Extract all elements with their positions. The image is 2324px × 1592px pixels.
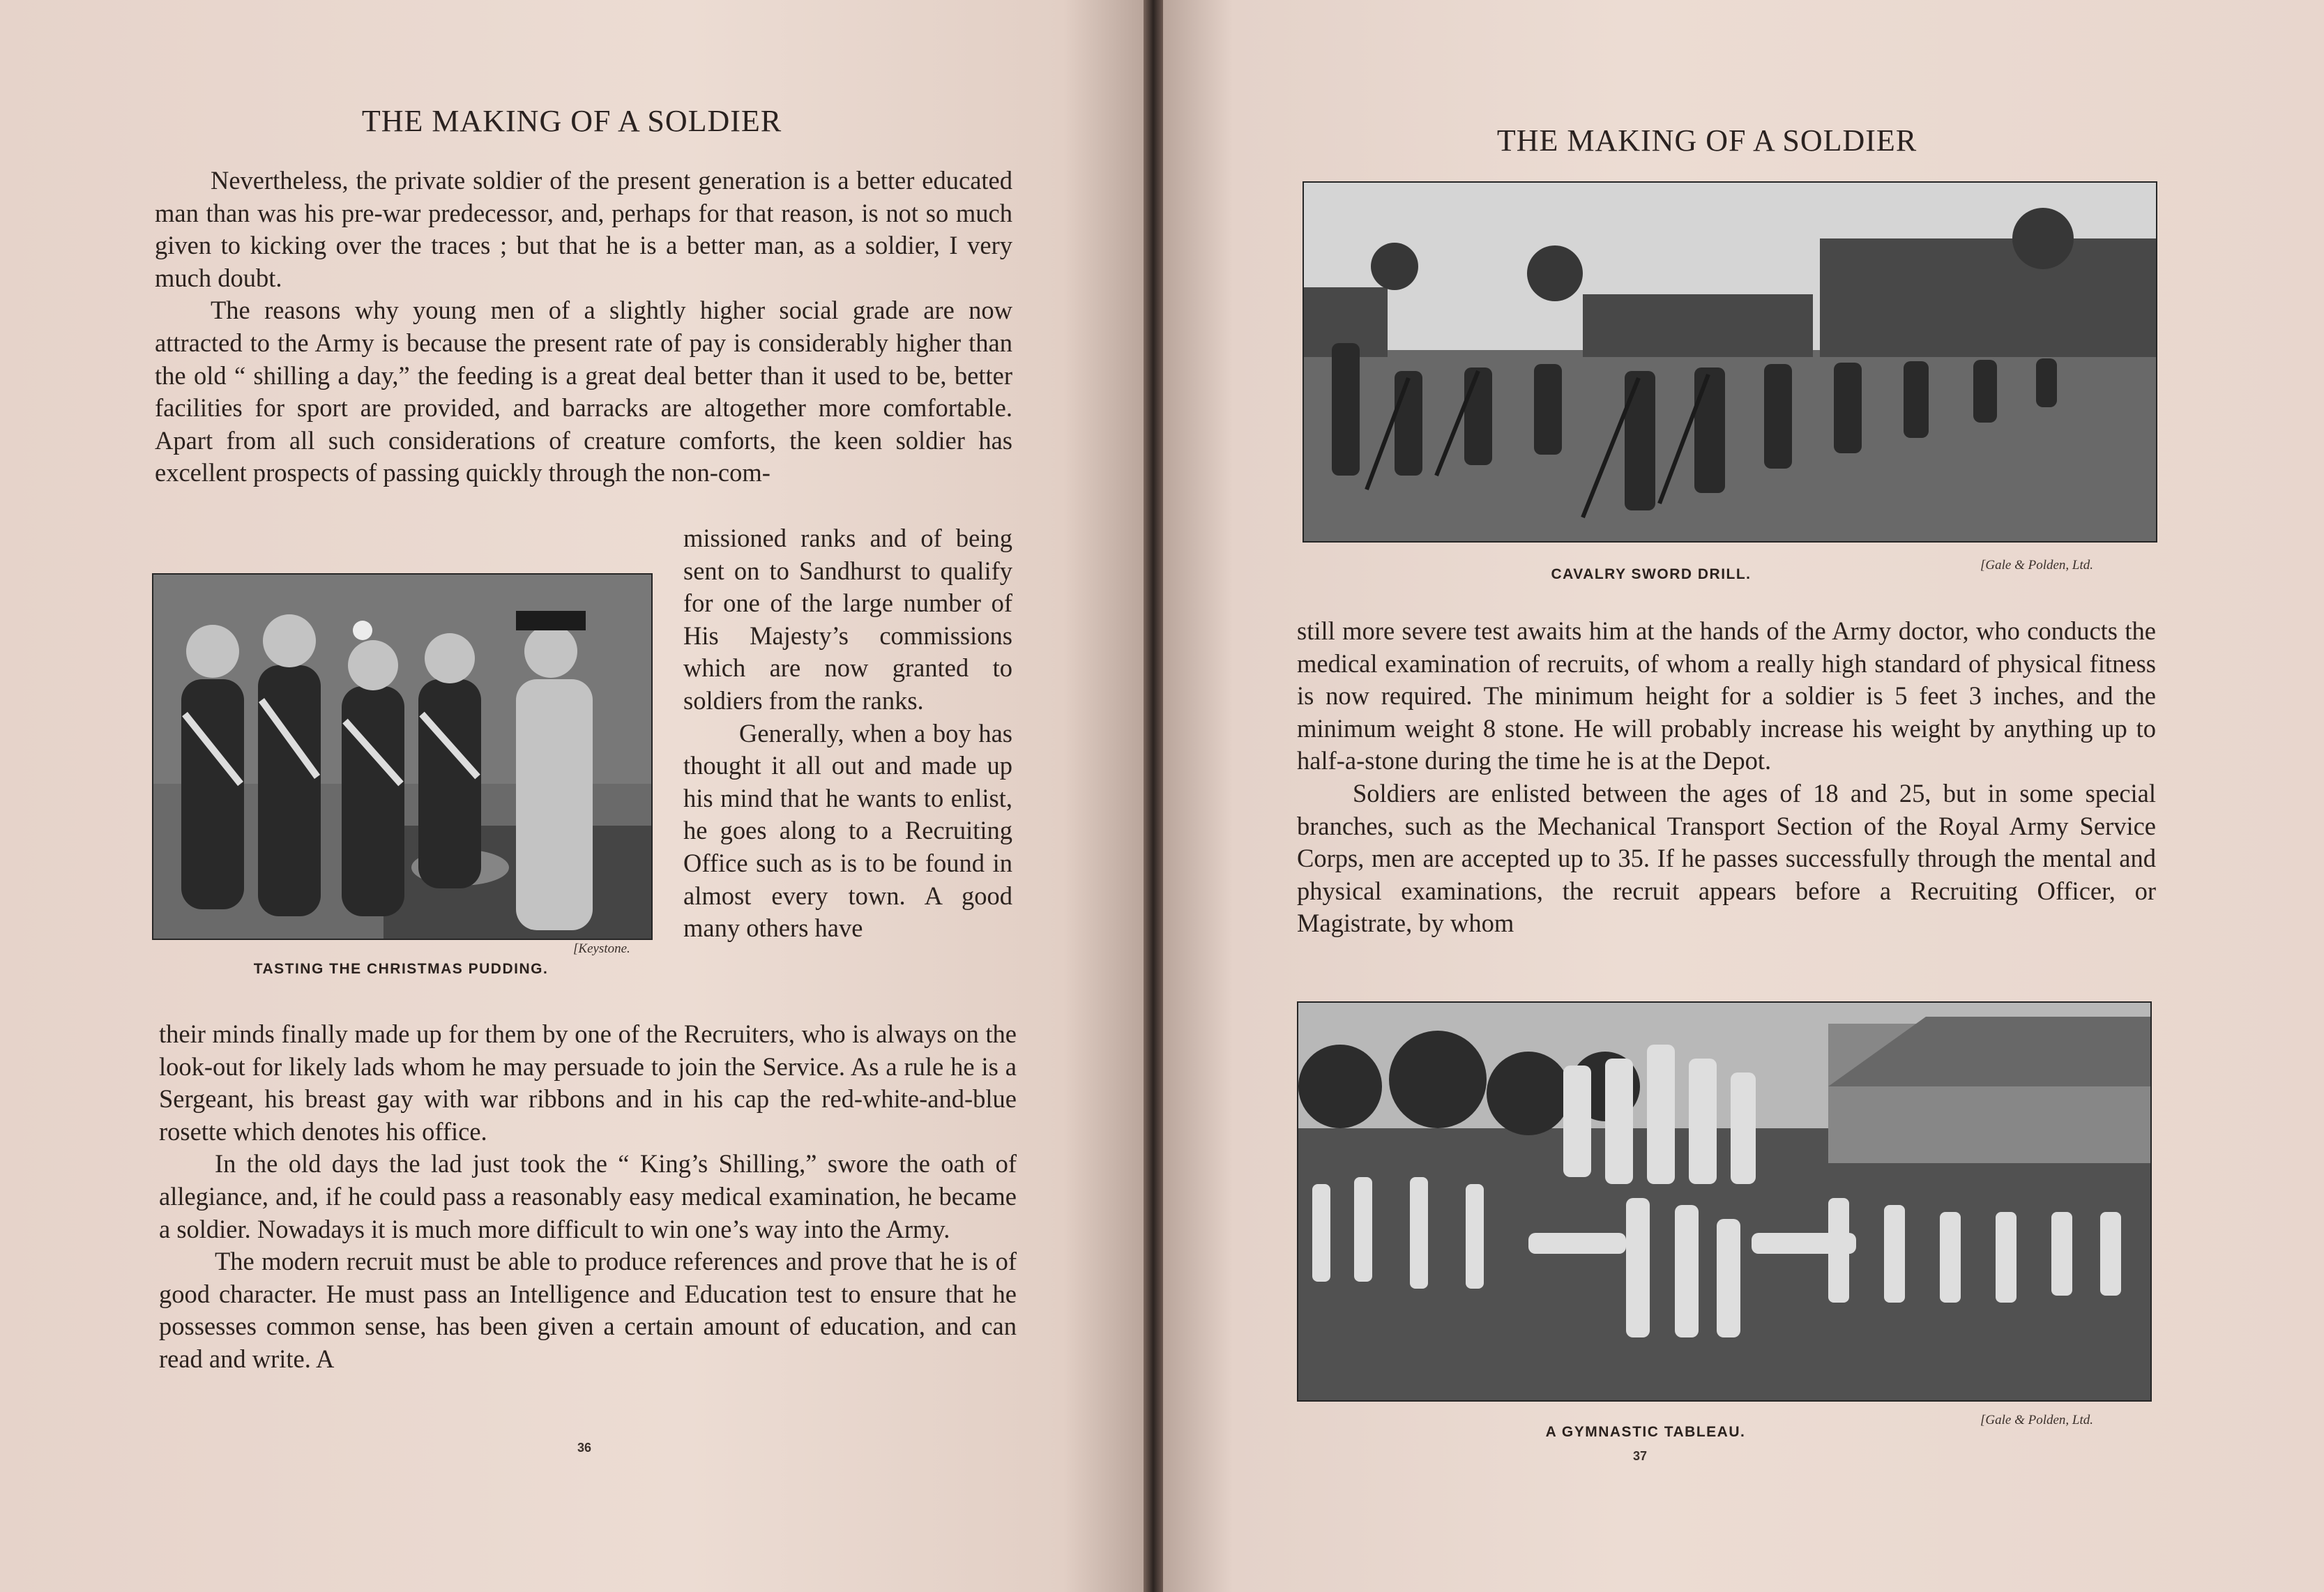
paragraph: In the old days the lad just took the “ King’s Shilling,” swore the oath of allegiance, and, if he could pass a reasonably easy medical examination, he became a soldier. Nowadays it is much more difficult to win one’s way into the Army. xyxy=(159,1149,1017,1243)
photo-figures xyxy=(1304,183,2156,541)
body-text-bottom xyxy=(159,1018,1017,1376)
body-text-top xyxy=(155,165,1012,490)
page-number: 37 xyxy=(1633,1449,1648,1463)
photo-credit: [Keystone. xyxy=(573,941,630,956)
photo-figures xyxy=(1298,1003,2150,1400)
left-page xyxy=(0,0,1144,1592)
photo-caption: A GYMNASTIC TABLEAU. xyxy=(1545,1424,1746,1440)
page-number: 36 xyxy=(577,1441,592,1455)
photo-cavalry-sword-drill xyxy=(1302,181,2157,543)
paragraph: The reasons why young men of a slightly higher social grade are now attracted to the Army is because the present rate of pay is considerably higher than the old “ shilling a day,” the feeding is a great deal better than it used to be, better facilities for sport are provided, and barracks are altogether more comfortable. Apart from all such considerations of creature comforts, the keen soldier has excellent prospects of passing quickly through the non-com- xyxy=(155,296,1012,487)
running-head: THE MAKING OF A SOLDIER xyxy=(1496,123,1917,158)
book-gutter xyxy=(1144,0,1163,1592)
paragraph: missioned ranks and of being sent on to Sandhurst to qualify for one of the large number of His Majesty’s commissions which are now granted to soldiers from the ranks. xyxy=(683,524,1012,715)
photo-caption: TASTING THE CHRISTMAS PUDDING. xyxy=(253,961,549,977)
photo-figures xyxy=(153,575,651,939)
photo-caption: CAVALRY SWORD DRILL. xyxy=(1551,566,1752,582)
paragraph: still more severe test awaits him at the hands of the Army doctor, who conducts the medical examination of recruits, of whom a really high standard of physical fitness is now required. The minimum height for a soldier is 5 feet 3 inches, and the minimum weight 8 stone. He will probably increase his weight by anything up to half-a-stone during the time he is at the Depot. xyxy=(1297,616,2156,775)
paragraph: Soldiers are enlisted between the ages of 18 and 25, but in some special branches, such as the Mechanical Transport Section of the Royal Army Service Corps, men are accepted up to 35. If he passes successfully through the mental and physical examinations, the recruit appears before a Recruiting Officer, or Magistrate, by whom xyxy=(1297,778,2156,938)
body-text-column xyxy=(683,522,1012,945)
photo-credit: [Gale & Polden, Ltd. xyxy=(1980,1413,2094,1427)
photo-credit: [Gale & Polden, Ltd. xyxy=(1980,558,2094,573)
right-page xyxy=(1163,0,2324,1592)
body-text xyxy=(1297,615,2156,940)
paragraph: their minds finally made up for them by one of the Recruiters, who is always on the look-out for likely lads whom he may persuade to join the Service. As a rule he is a Sergeant, his breast gay with war ribbons and in his cap the red-white-and-blue rosette which denotes his office. xyxy=(159,1019,1017,1146)
paragraph: Nevertheless, the private soldier of the present generation is a better educated man than was his pre-war predecessor, and, perhaps for that reason, is not so much given to kicking over the traces ; but that he is a better man, as a soldier, I very much doubt. xyxy=(155,166,1012,292)
paragraph: Generally, when a boy has thought it all out and made up his mind that he wants to enlist, he goes along to a Recruiting Office such as is to be found in almost every town. A good many others have xyxy=(683,718,1012,943)
running-head: THE MAKING OF A SOLDIER xyxy=(361,104,782,138)
photo-gymnastic-tableau xyxy=(1297,1001,2152,1402)
photo-christmas-pudding xyxy=(152,573,653,940)
paragraph: The modern recruit must be able to produce references and prove that he is of good character. He must pass an Intelligence and Education test to ensure that he possesses common sense, has been given a certain amount of education, and can read and write. A xyxy=(159,1247,1017,1373)
